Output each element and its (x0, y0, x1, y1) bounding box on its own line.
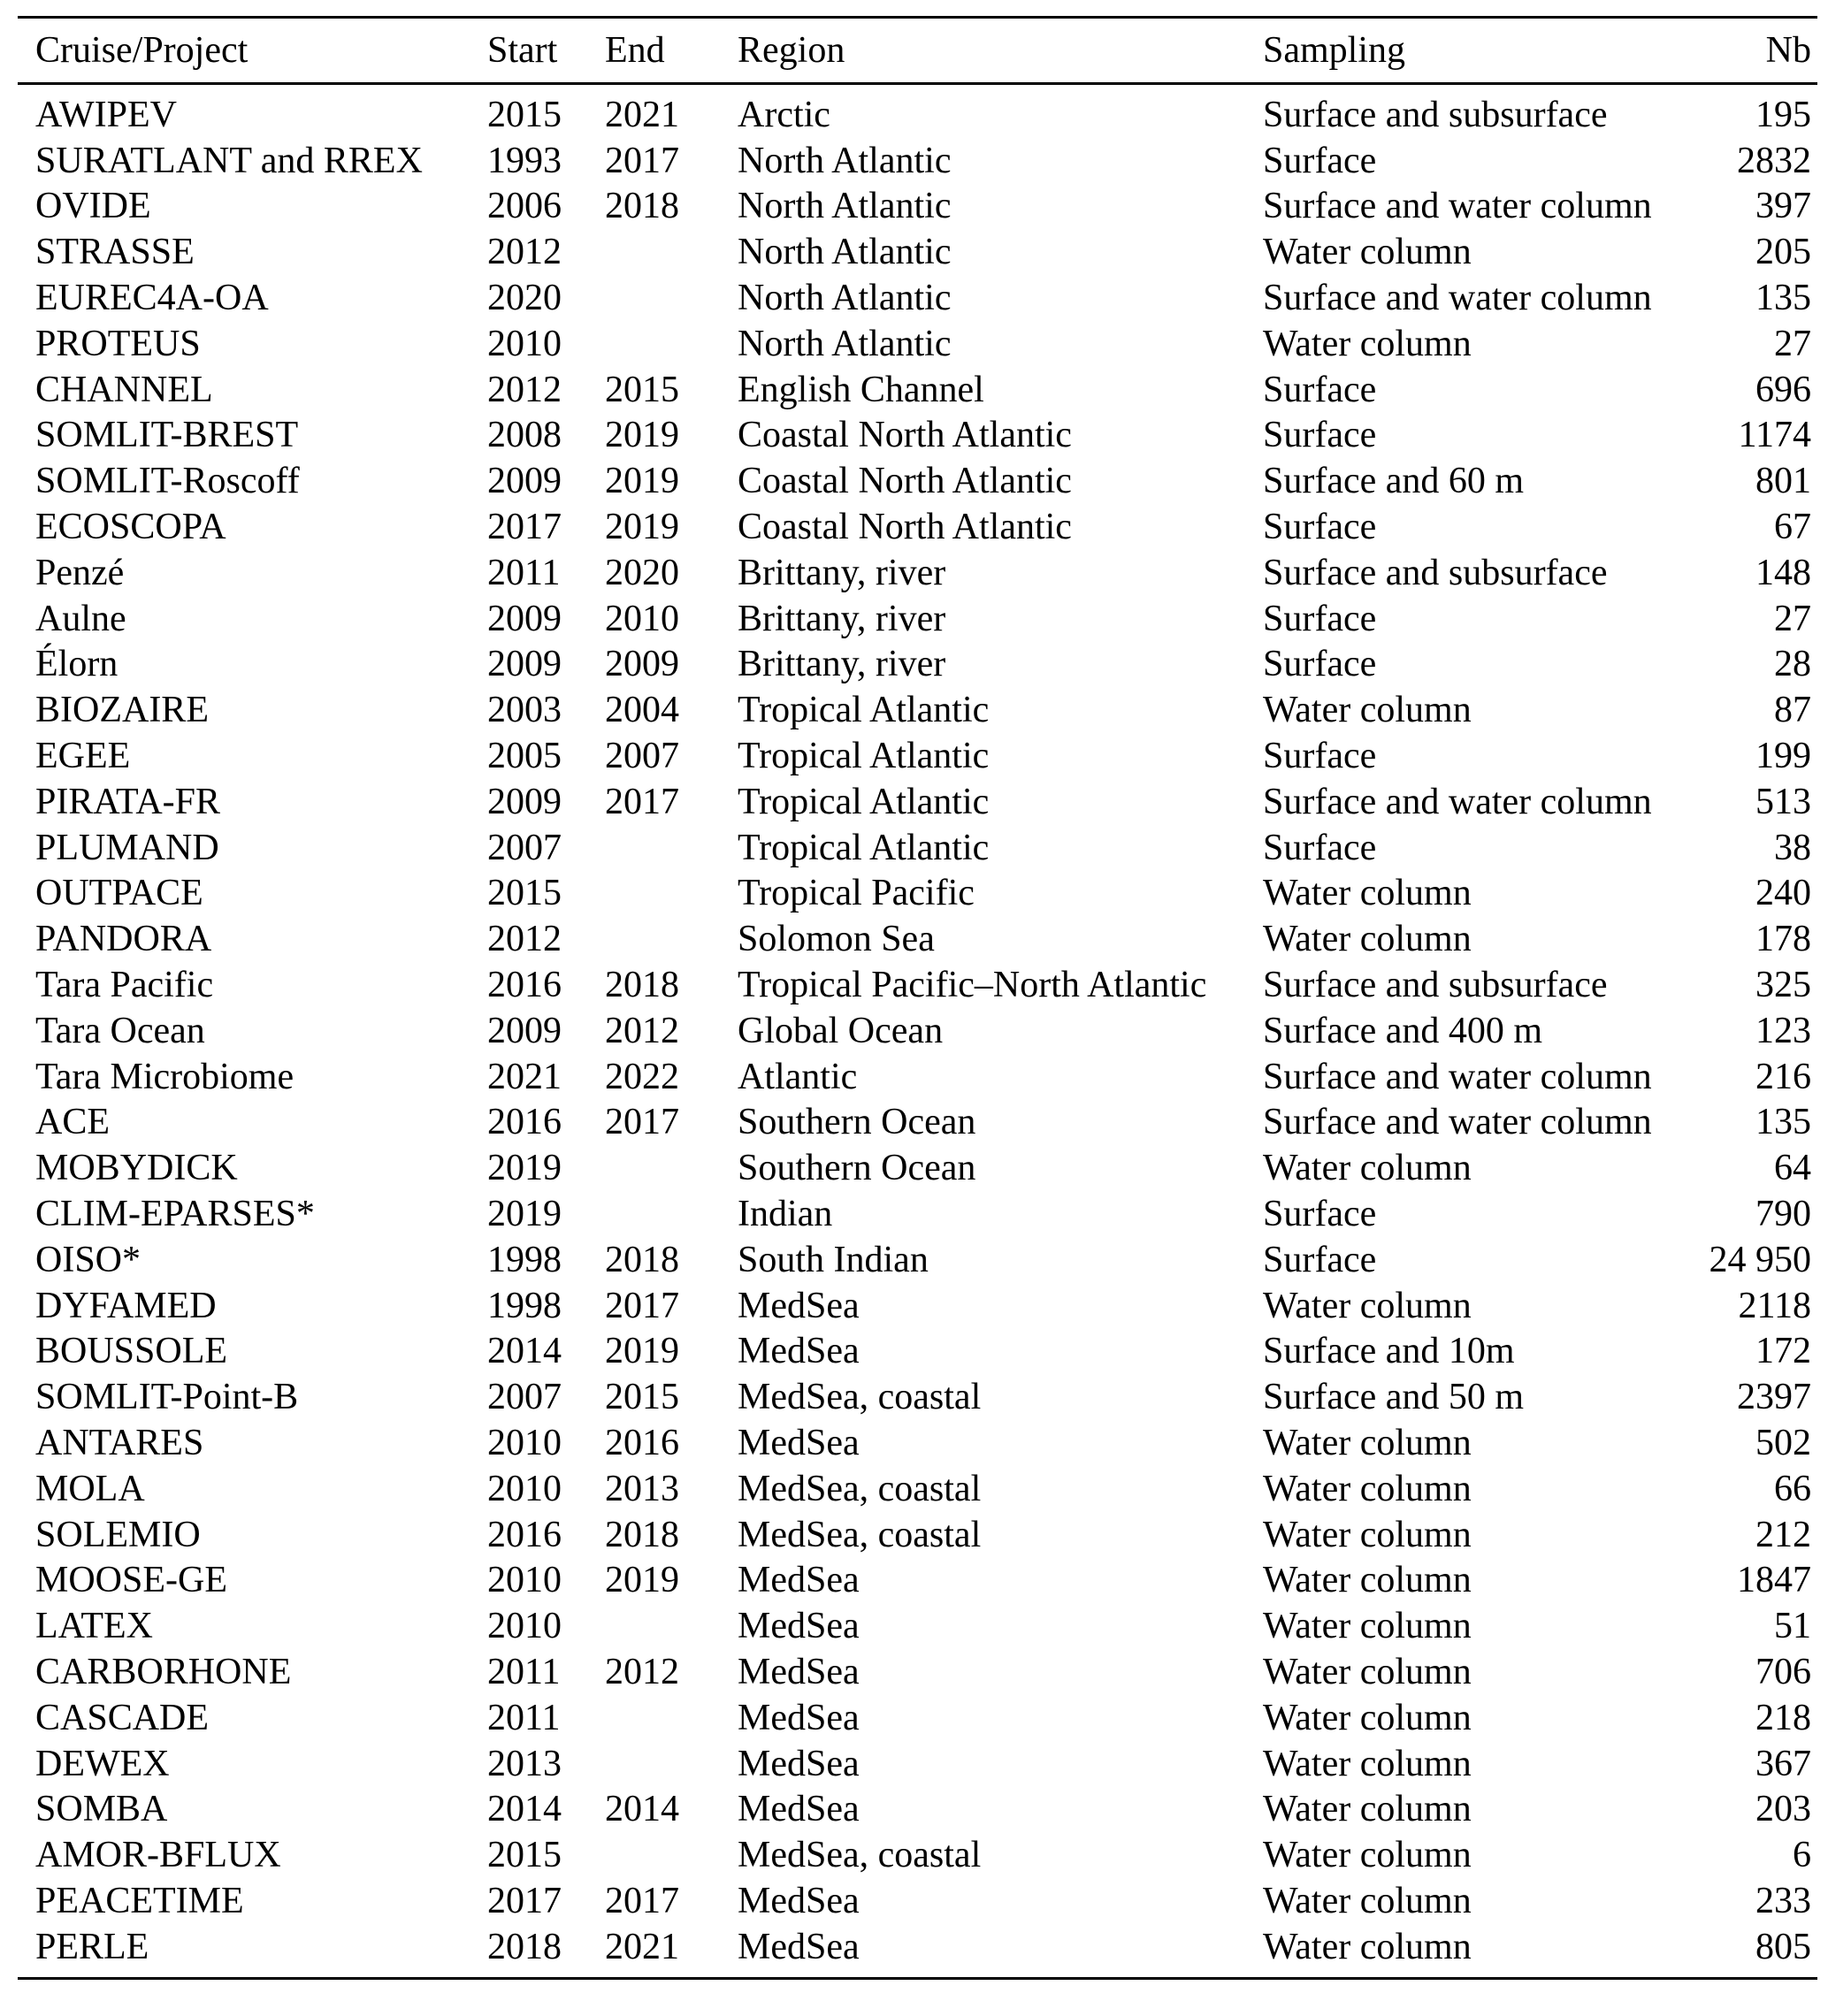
cell-cruise-project: OVIDE (35, 186, 151, 227)
cell-sampling: Surface and 400 m (1263, 1010, 1543, 1051)
cell-end: 2022 (605, 1056, 679, 1097)
cell-start: 2015 (487, 873, 562, 914)
cell-cruise-project: Penzé (35, 552, 125, 593)
table-row (18, 413, 1817, 459)
cell-nb: 706 (1755, 1651, 1811, 1692)
cell-end: 2007 (605, 736, 679, 776)
column-header-sampling: Sampling (1263, 29, 1406, 71)
table-row (18, 1512, 1817, 1558)
table-row (18, 1237, 1817, 1283)
cell-sampling: Water column (1263, 1560, 1472, 1601)
cell-nb: 2118 (1738, 1285, 1811, 1326)
cell-nb: 2832 (1737, 140, 1811, 181)
cell-sampling: Water column (1263, 1468, 1472, 1509)
table-row (18, 1054, 1817, 1100)
cell-start: 2018 (487, 1926, 562, 1967)
table-row (18, 458, 1817, 504)
table-row (18, 92, 1817, 138)
cell-region: North Atlantic (738, 186, 952, 227)
cell-region: Tropical Atlantic (738, 781, 990, 822)
cell-end: 2009 (605, 644, 679, 685)
table-row (18, 1649, 1817, 1695)
cell-end: 2017 (605, 1285, 679, 1326)
cell-cruise-project: MOBYDICK (35, 1148, 238, 1189)
table-row (18, 184, 1817, 230)
cell-cruise-project: ACE (35, 1102, 110, 1143)
cell-nb: 696 (1755, 369, 1811, 410)
cell-cruise-project: OUTPACE (35, 873, 203, 914)
column-header-end: End (605, 29, 665, 71)
cell-nb: 2397 (1737, 1377, 1811, 1418)
cell-start: 2019 (487, 1193, 562, 1234)
cell-nb: 123 (1755, 1010, 1811, 1051)
cell-sampling: Water column (1263, 1789, 1472, 1830)
cell-cruise-project: CARBORHONE (35, 1651, 292, 1692)
cell-cruise-project: LATEX (35, 1606, 153, 1647)
table-row (18, 871, 1817, 917)
cell-nb: 6 (1793, 1835, 1811, 1876)
cell-sampling: Water column (1263, 1148, 1472, 1189)
cell-cruise-project: Aulne (35, 598, 126, 639)
cell-cruise-project: PERLE (35, 1926, 149, 1967)
cell-nb: 51 (1774, 1606, 1811, 1647)
cell-start: 2011 (487, 552, 561, 593)
cell-nb: 325 (1755, 964, 1811, 1005)
cell-cruise-project: BIOZAIRE (35, 690, 209, 731)
cell-start: 2016 (487, 1514, 562, 1555)
cell-region: Brittany, river (738, 598, 946, 639)
cell-end: 2018 (605, 1239, 679, 1280)
cell-sampling: Water column (1263, 1743, 1472, 1784)
cell-start: 1998 (487, 1285, 562, 1326)
cell-sampling: Surface (1263, 507, 1377, 548)
cell-start: 2010 (487, 1560, 562, 1601)
cell-end: 2017 (605, 1880, 679, 1921)
table-row (18, 1924, 1817, 1970)
cell-sampling: Surface and 60 m (1263, 461, 1525, 502)
cell-sampling: Water column (1263, 232, 1472, 273)
table-row (18, 1878, 1817, 1924)
cell-end: 2018 (605, 186, 679, 227)
table-row (18, 1420, 1817, 1466)
table-row (18, 1466, 1817, 1512)
cell-end: 2013 (605, 1468, 679, 1509)
cell-region: MedSea (738, 1422, 860, 1463)
cell-region: Brittany, river (738, 552, 946, 593)
cell-region: MedSea (738, 1560, 860, 1601)
cell-start: 2015 (487, 1835, 562, 1876)
cell-cruise-project: MOLA (35, 1468, 145, 1509)
cell-end: 2004 (605, 690, 679, 731)
table-row (18, 962, 1817, 1008)
cell-start: 2012 (487, 919, 562, 960)
cell-nb: 172 (1755, 1331, 1811, 1372)
table-row (18, 1100, 1817, 1146)
cell-start: 2016 (487, 1102, 562, 1143)
cell-start: 2009 (487, 598, 562, 639)
cell-start: 2010 (487, 1422, 562, 1463)
cell-nb: 66 (1774, 1468, 1811, 1509)
cell-sampling: Water column (1263, 690, 1472, 731)
cell-end: 2018 (605, 964, 679, 1005)
cell-region: MedSea (738, 1285, 860, 1326)
cell-nb: 27 (1774, 598, 1811, 639)
cell-region: Atlantic (738, 1056, 858, 1097)
table-header-row (18, 19, 1817, 85)
cell-nb: 513 (1755, 781, 1811, 822)
cell-start: 2005 (487, 736, 562, 776)
cell-cruise-project: ECOSCOPA (35, 507, 226, 548)
cell-start: 2010 (487, 1606, 562, 1647)
cell-region: Coastal North Atlantic (738, 507, 1072, 548)
cell-region: MedSea, coastal (738, 1468, 982, 1509)
cell-sampling: Surface and 10m (1263, 1331, 1515, 1372)
table-body (18, 85, 1817, 1977)
cell-sampling: Water column (1263, 1651, 1472, 1692)
cell-nb: 28 (1774, 644, 1811, 685)
table-row (18, 1145, 1817, 1191)
cell-start: 2006 (487, 186, 562, 227)
cell-start: 1998 (487, 1239, 562, 1280)
table-row (18, 1741, 1817, 1787)
cell-start: 2019 (487, 1148, 562, 1189)
cell-cruise-project: PIRATA-FR (35, 781, 221, 822)
cell-nb: 205 (1755, 232, 1811, 273)
cell-region: Coastal North Atlantic (738, 461, 1072, 502)
cell-sampling: Surface and subsurface (1263, 552, 1608, 593)
cell-region: English Channel (738, 369, 984, 410)
table-row (18, 138, 1817, 184)
cell-region: Tropical Pacific (738, 873, 975, 914)
cell-start: 2013 (487, 1743, 562, 1784)
cell-nb: 233 (1755, 1880, 1811, 1921)
cell-start: 2011 (487, 1697, 561, 1738)
cell-nb: 87 (1774, 690, 1811, 731)
cell-region: MedSea (738, 1789, 860, 1830)
cell-start: 2021 (487, 1056, 562, 1097)
cell-start: 2010 (487, 323, 562, 364)
cell-nb: 148 (1755, 552, 1811, 593)
cell-sampling: Surface and water column (1263, 186, 1652, 227)
table-row (18, 367, 1817, 413)
cell-nb: 199 (1755, 736, 1811, 776)
table-row (18, 596, 1817, 642)
cell-nb: 790 (1755, 1193, 1811, 1234)
cell-start: 2010 (487, 1468, 562, 1509)
cell-end: 2010 (605, 598, 679, 639)
cell-cruise-project: AWIPEV (35, 94, 177, 135)
cell-nb: 397 (1755, 186, 1811, 227)
cell-sampling: Surface and water column (1263, 781, 1652, 822)
table-row (18, 1008, 1817, 1054)
cell-region: MedSea, coastal (738, 1514, 982, 1555)
cell-end: 2021 (605, 94, 679, 135)
table-row (18, 1832, 1817, 1878)
table-row (18, 1695, 1817, 1741)
cell-region: MedSea, coastal (738, 1835, 982, 1876)
cell-nb: 38 (1774, 827, 1811, 868)
cell-nb: 203 (1755, 1789, 1811, 1830)
cell-sampling: Surface (1263, 1239, 1377, 1280)
cell-start: 2020 (487, 278, 562, 319)
cell-start: 2009 (487, 644, 562, 685)
cell-start: 2008 (487, 415, 562, 456)
column-header-nb: Nb (1765, 29, 1811, 71)
cell-nb: 135 (1755, 1102, 1811, 1143)
cell-nb: 64 (1774, 1148, 1811, 1189)
cell-start: 2012 (487, 232, 562, 273)
cell-sampling: Surface (1263, 736, 1377, 776)
cell-region: North Atlantic (738, 278, 952, 319)
cell-nb: 240 (1755, 873, 1811, 914)
cell-cruise-project: EGEE (35, 736, 131, 776)
cell-nb: 212 (1755, 1514, 1811, 1555)
cell-cruise-project: CASCADE (35, 1697, 210, 1738)
cell-region: Indian (738, 1193, 833, 1234)
cell-region: Solomon Sea (738, 919, 935, 960)
cell-sampling: Surface (1263, 415, 1377, 456)
cell-start: 2009 (487, 781, 562, 822)
cell-nb: 178 (1755, 919, 1811, 960)
cell-start: 2012 (487, 369, 562, 410)
cruise-table (18, 16, 1817, 1980)
cell-nb: 1174 (1738, 415, 1811, 456)
cell-end: 2012 (605, 1651, 679, 1692)
table-row (18, 504, 1817, 550)
cell-start: 2007 (487, 827, 562, 868)
table-row (18, 1283, 1817, 1329)
cell-region: Global Ocean (738, 1010, 944, 1051)
cell-start: 2016 (487, 964, 562, 1005)
cell-sampling: Water column (1263, 1835, 1472, 1876)
cell-cruise-project: ANTARES (35, 1422, 204, 1463)
cell-sampling: Surface and water column (1263, 1102, 1652, 1143)
cell-cruise-project: SURATLANT and RREX (35, 140, 423, 181)
cell-nb: 502 (1755, 1422, 1811, 1463)
table-row (18, 916, 1817, 962)
cell-end: 2016 (605, 1422, 679, 1463)
cell-cruise-project: PLUMAND (35, 827, 219, 868)
cell-cruise-project: SOMLIT-Point-B (35, 1377, 299, 1418)
cell-start: 2014 (487, 1789, 562, 1830)
table-row (18, 733, 1817, 779)
cell-region: Tropical Pacific–North Atlantic (738, 964, 1207, 1005)
cell-cruise-project: BOUSSOLE (35, 1331, 228, 1372)
cell-region: Tropical Atlantic (738, 736, 990, 776)
cell-cruise-project: PROTEUS (35, 323, 201, 364)
cell-region: Brittany, river (738, 644, 946, 685)
cell-cruise-project: PANDORA (35, 919, 212, 960)
table-row (18, 825, 1817, 871)
cell-nb: 218 (1755, 1697, 1811, 1738)
cell-sampling: Surface and water column (1263, 1056, 1652, 1097)
cell-region: Tropical Atlantic (738, 827, 990, 868)
cell-cruise-project: SOMLIT-Roscoff (35, 461, 300, 502)
cell-region: MedSea, coastal (738, 1377, 982, 1418)
cell-cruise-project: AMOR-BFLUX (35, 1835, 281, 1876)
cell-sampling: Surface and subsurface (1263, 94, 1608, 135)
cell-region: MedSea (738, 1697, 860, 1738)
cell-sampling: Surface and water column (1263, 278, 1652, 319)
cell-sampling: Surface (1263, 598, 1377, 639)
cell-cruise-project: PEACETIME (35, 1880, 244, 1921)
cell-sampling: Surface (1263, 827, 1377, 868)
cell-start: 1993 (487, 140, 562, 181)
table-row (18, 687, 1817, 733)
table-row (18, 1191, 1817, 1237)
table-row (18, 1603, 1817, 1649)
cell-end: 2019 (605, 1560, 679, 1601)
cell-sampling: Surface (1263, 369, 1377, 410)
cell-cruise-project: DEWEX (35, 1743, 170, 1784)
table-row (18, 229, 1817, 275)
cell-sampling: Water column (1263, 1285, 1472, 1326)
cell-region: Southern Ocean (738, 1102, 976, 1143)
cell-nb: 367 (1755, 1743, 1811, 1784)
cell-end: 2015 (605, 369, 679, 410)
cell-sampling: Surface (1263, 140, 1377, 181)
cell-start: 2017 (487, 507, 562, 548)
cell-sampling: Water column (1263, 1514, 1472, 1555)
cell-end: 2019 (605, 461, 679, 502)
cell-cruise-project: Tara Microbiome (35, 1056, 294, 1097)
cell-region: MedSea (738, 1606, 860, 1647)
cell-region: Arctic (738, 94, 830, 135)
cell-sampling: Water column (1263, 323, 1472, 364)
cell-region: MedSea (738, 1743, 860, 1784)
cell-start: 2014 (487, 1331, 562, 1372)
cell-start: 2011 (487, 1651, 561, 1692)
cell-end: 2020 (605, 552, 679, 593)
column-header-start: Start (487, 29, 558, 71)
table-row (18, 1329, 1817, 1375)
cell-cruise-project: SOMLIT-BREST (35, 415, 299, 456)
cell-region: North Atlantic (738, 323, 952, 364)
column-header-region: Region (738, 29, 845, 71)
cell-nb: 801 (1755, 461, 1811, 502)
cell-end: 2017 (605, 781, 679, 822)
cell-sampling: Surface (1263, 644, 1377, 685)
cell-start: 2009 (487, 1010, 562, 1051)
table-row (18, 550, 1817, 596)
cell-start: 2015 (487, 94, 562, 135)
cell-sampling: Surface (1263, 1193, 1377, 1234)
cell-cruise-project: Tara Ocean (35, 1010, 205, 1051)
cell-nb: 195 (1755, 94, 1811, 135)
cell-region: Tropical Atlantic (738, 690, 990, 731)
cell-end: 2019 (605, 507, 679, 548)
cell-region: MedSea (738, 1651, 860, 1692)
table-row (18, 321, 1817, 367)
table-row (18, 1558, 1817, 1604)
cell-nb: 805 (1755, 1926, 1811, 1967)
cell-cruise-project: CLIM-EPARSES* (35, 1193, 315, 1234)
cell-end: 2014 (605, 1789, 679, 1830)
cell-end: 2021 (605, 1926, 679, 1967)
cell-cruise-project: Tara Pacific (35, 964, 214, 1005)
column-header-cruise-project: Cruise/Project (35, 29, 249, 71)
cell-sampling: Surface and 50 m (1263, 1377, 1525, 1418)
cell-sampling: Water column (1263, 1422, 1472, 1463)
table-row (18, 1786, 1817, 1832)
cell-region: MedSea (738, 1926, 860, 1967)
table-row (18, 779, 1817, 825)
cell-sampling: Water column (1263, 1697, 1472, 1738)
cell-sampling: Water column (1263, 1606, 1472, 1647)
cell-cruise-project: STRASSE (35, 232, 195, 273)
cell-nb: 135 (1755, 278, 1811, 319)
cell-end: 2017 (605, 1102, 679, 1143)
cell-sampling: Surface and subsurface (1263, 964, 1608, 1005)
table-row (18, 275, 1817, 321)
cell-cruise-project: MOOSE-GE (35, 1560, 227, 1601)
cell-start: 2007 (487, 1377, 562, 1418)
cell-cruise-project: OISO* (35, 1239, 141, 1280)
cell-sampling: Water column (1263, 1926, 1472, 1967)
cell-end: 2015 (605, 1377, 679, 1418)
cell-region: North Atlantic (738, 232, 952, 273)
cell-region: Southern Ocean (738, 1148, 976, 1189)
cell-cruise-project: SOMBA (35, 1789, 168, 1830)
cell-sampling: Water column (1263, 1880, 1472, 1921)
cell-cruise-project: DYFAMED (35, 1285, 217, 1326)
cell-start: 2017 (487, 1880, 562, 1921)
table-row (18, 642, 1817, 688)
cell-end: 2019 (605, 1331, 679, 1372)
cell-region: Coastal North Atlantic (738, 415, 1072, 456)
cell-nb: 1847 (1737, 1560, 1811, 1601)
cell-cruise-project: EUREC4A-OA (35, 278, 269, 319)
cell-sampling: Water column (1263, 873, 1472, 914)
cell-region: MedSea (738, 1880, 860, 1921)
cell-nb: 216 (1755, 1056, 1811, 1097)
cell-nb: 27 (1774, 323, 1811, 364)
cell-start: 2003 (487, 690, 562, 731)
cell-cruise-project: CHANNEL (35, 369, 213, 410)
cell-sampling: Water column (1263, 919, 1472, 960)
cell-end: 2017 (605, 140, 679, 181)
cell-nb: 24 950 (1709, 1239, 1811, 1280)
table-row (18, 1374, 1817, 1420)
cell-region: MedSea (738, 1331, 860, 1372)
cell-start: 2009 (487, 461, 562, 502)
cell-nb: 67 (1774, 507, 1811, 548)
cell-region: North Atlantic (738, 140, 952, 181)
cell-end: 2018 (605, 1514, 679, 1555)
cell-end: 2019 (605, 415, 679, 456)
cell-end: 2012 (605, 1010, 679, 1051)
cell-region: South Indian (738, 1239, 929, 1280)
cell-cruise-project: Élorn (35, 644, 119, 685)
cell-cruise-project: SOLEMIO (35, 1514, 201, 1555)
